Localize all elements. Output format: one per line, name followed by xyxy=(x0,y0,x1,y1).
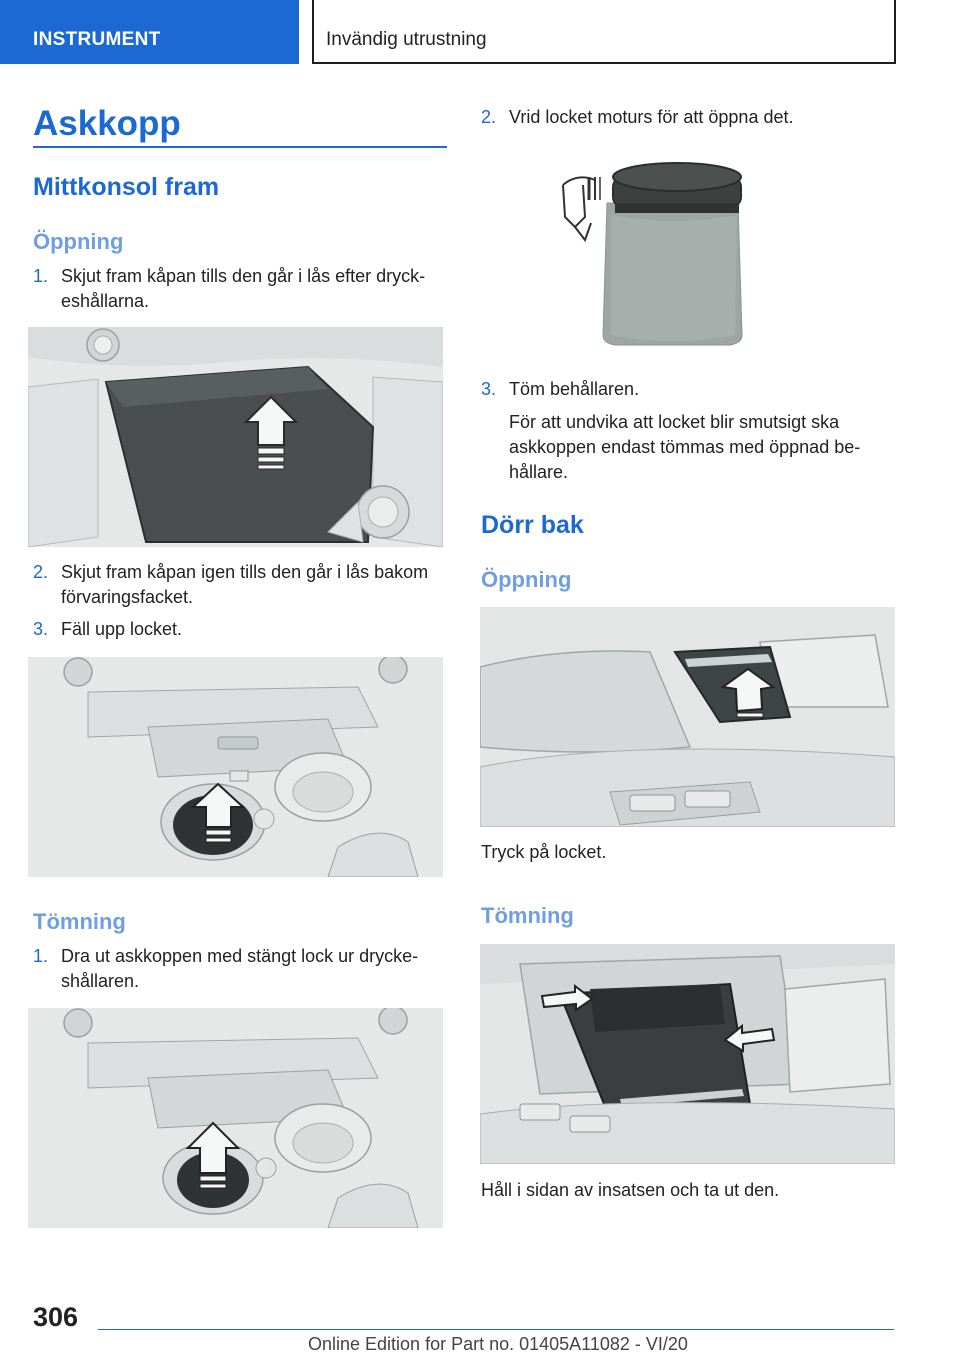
step-front-open-2 xyxy=(33,560,447,610)
step-number: 2. xyxy=(481,107,497,127)
step-front-open-1 xyxy=(33,264,447,314)
step-number: 2. xyxy=(33,562,49,582)
subheading-opening-rear: Öppning xyxy=(481,567,572,592)
header-chapter-label: Invändig utrustning xyxy=(326,29,487,50)
subheading-opening-front: Öppning xyxy=(33,229,124,254)
subheading-emptying-rear: Tömning xyxy=(481,903,574,928)
title-underline xyxy=(33,146,447,148)
step-front-empty-3 xyxy=(481,377,895,402)
page-number: 306 xyxy=(33,1302,79,1332)
header-chapter-box xyxy=(312,0,896,64)
step-number: 3. xyxy=(33,619,49,639)
step-number: 1. xyxy=(33,946,49,966)
figure-console-cover xyxy=(28,327,443,547)
step-text: Skjut fram kåpan igen tills den går i lås bakom förvaringsfacket. xyxy=(61,562,429,607)
subheading-emptying-front: Tömning xyxy=(33,909,126,934)
section-heading-front-console: Mittkonsol fram xyxy=(33,173,220,201)
page-title: Askkopp xyxy=(33,104,181,143)
figure-ashtray-removal xyxy=(28,1008,443,1228)
step-number: 1. xyxy=(33,266,49,286)
step-text: Vrid locket moturs för att öppna det. xyxy=(509,107,794,127)
emptying-note: För att undvika att locket blir smutsigt ska askkoppen endast tömmas med öppnad be‐ hållare. xyxy=(509,412,861,482)
step-front-open-3 xyxy=(33,617,447,642)
step-front-empty-2 xyxy=(481,105,895,130)
step-text: Dra ut askkoppen med stängt lock ur drycke‐ shållaren. xyxy=(61,946,419,991)
header-section-tab xyxy=(0,0,299,64)
caption-rear-opening: Tryck på locket. xyxy=(481,842,607,862)
figure-ashtray-cup xyxy=(555,155,755,355)
caption-rear-emptying: Håll i sidan av insatsen och ta ut den. xyxy=(481,1180,780,1200)
figure-rear-door-ashtray xyxy=(480,607,895,827)
step-text: Töm behållaren. xyxy=(509,379,640,399)
section-heading-rear-door: Dörr bak xyxy=(481,511,584,539)
footer-rule xyxy=(98,1329,894,1330)
step-text: Skjut fram kåpan tills den går i lås efter dryck‐ eshållarna. xyxy=(61,266,426,311)
step-number: 3. xyxy=(481,379,497,399)
figure-console-ashtray-open xyxy=(28,657,443,877)
step-text: Fäll upp locket. xyxy=(61,619,183,639)
header-section-label: INSTRUMENT xyxy=(33,29,161,50)
step-front-empty-1 xyxy=(33,944,447,994)
figure-rear-door-insert xyxy=(480,944,895,1164)
footer-edition: Online Edition for Part no. 01405A11082 - VI/20 xyxy=(308,1334,688,1354)
